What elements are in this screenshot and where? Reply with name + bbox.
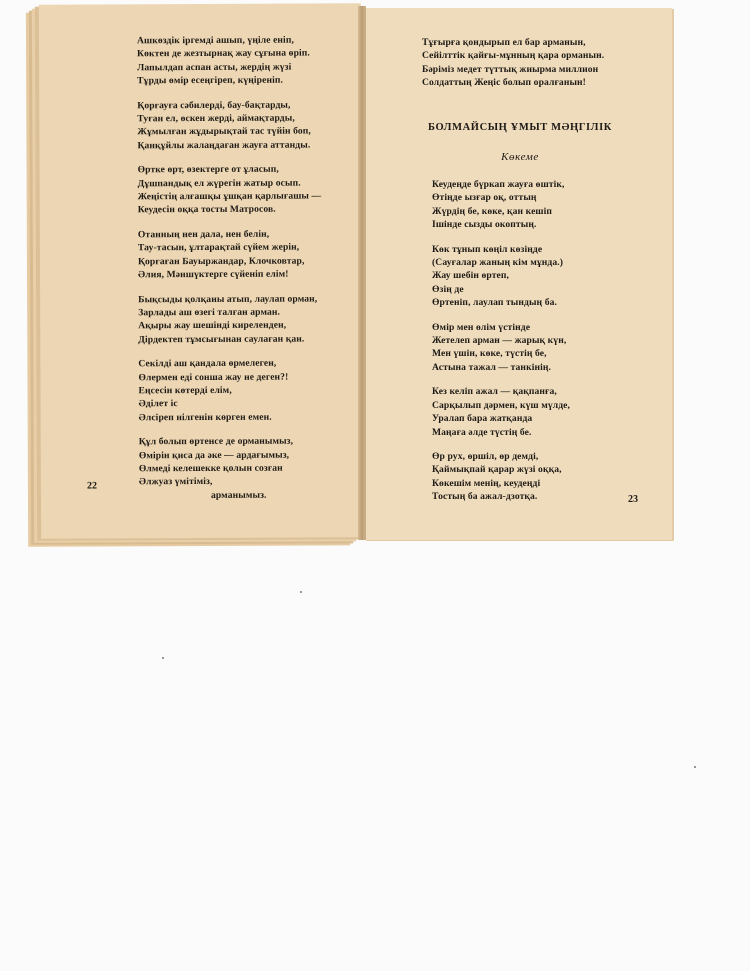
stanza bbox=[432, 321, 570, 375]
poem-line: Маңаға әлде түстің бе. bbox=[432, 426, 532, 438]
poem-line: Сейілттік қайғы-мұнның қара орманын. bbox=[422, 50, 605, 62]
poem-line: Әлия, Мәншүктерге сүйеніп елім! bbox=[137, 268, 289, 281]
stanza bbox=[137, 98, 321, 152]
poem-line: Еңсесін көтерді елім, bbox=[138, 384, 232, 397]
poem-line: Өмір мен өлім үстінде bbox=[432, 321, 531, 333]
poem-line: (Сауғалар жаның кім мұнда.) bbox=[432, 257, 564, 269]
poem-line: Тостың ба ажал-дзотқа. bbox=[432, 491, 538, 503]
poem-line: Туған ел, өскен жерді, аймақтарды, bbox=[137, 112, 295, 125]
poem-line: Жүрдің бе, көке, қан кешіп bbox=[432, 205, 553, 217]
poem-line: Құл болып өртенсе де орманымыз, bbox=[138, 435, 294, 448]
poem-line: Уралап бара жатқанда bbox=[432, 413, 533, 425]
scan-speck bbox=[694, 766, 696, 768]
stanza bbox=[432, 178, 570, 232]
poem-line: Әділет іс bbox=[138, 398, 178, 410]
poem-line: Әлжуаз үмітіміз, bbox=[138, 476, 213, 488]
poem-line: Секілді аш қандала өрмелеген, bbox=[138, 357, 277, 370]
poem-line: Мен үшін, көке, түстің бе, bbox=[432, 348, 547, 360]
poem-line: Сарқылып дәрмен, күш мүлде, bbox=[432, 399, 571, 411]
poem-line: Зарлады аш өзегі талған арман. bbox=[138, 306, 281, 319]
stanza bbox=[137, 33, 321, 87]
poem-line: Өртеніп, лаулап тындың ба. bbox=[432, 297, 557, 309]
stanza bbox=[422, 36, 604, 90]
poem-line: Көктен де жезтырнақ жау сұғына өріп. bbox=[137, 47, 310, 60]
poem-line: Өзің де bbox=[432, 283, 464, 295]
poem-dedication: Көкеме bbox=[501, 151, 539, 163]
poem-line: Ақыры жау шешінді киреленден, bbox=[138, 319, 287, 332]
poem-line: Жеңістің алғашқы ұшқан қарлығашы — bbox=[137, 190, 322, 203]
poem-line: Өтіңде ызғар оқ, оттың bbox=[432, 192, 537, 204]
poem-line: Тұғырға қондырып ел бар арманын, bbox=[422, 37, 586, 48]
poem-line: Көкешім менің, кеудеңді bbox=[432, 477, 541, 489]
stanza bbox=[432, 450, 570, 504]
poem-line: Өр рух, өршіл, өр демді, bbox=[432, 450, 539, 462]
poem-line: Кеудеңде бүркап жауға өштік, bbox=[432, 179, 565, 190]
stanza bbox=[138, 357, 322, 425]
stanza bbox=[432, 385, 570, 439]
page-number-right: 23 bbox=[628, 494, 638, 505]
stanza bbox=[138, 163, 322, 217]
poem-line: Ашкөздік іргемді ашып, үңіле еніп, bbox=[136, 34, 294, 47]
poem-line: Бықсыды қолқаны атып, лаулап орман, bbox=[138, 292, 318, 305]
right-top-stanza bbox=[422, 36, 604, 101]
right-page bbox=[364, 8, 672, 540]
poem-line: Ішінде сызды окоптың. bbox=[432, 219, 537, 231]
poem-line: Жау шебін өртеп, bbox=[432, 270, 510, 282]
poem-line: Жұмылған жұдырықтай тас түйін боп, bbox=[137, 125, 311, 138]
page-number-left: 22 bbox=[86, 480, 97, 492]
poem-line: Қаймықпай қарар жүзі оққа, bbox=[432, 464, 562, 476]
scan-speck bbox=[300, 591, 302, 593]
poem-line: Өлермен еді сонша жау не деген?! bbox=[138, 371, 289, 383]
poem-line-indented: арманымыз. bbox=[210, 489, 267, 501]
poem-line: Жетелеп арман — жарық күн, bbox=[432, 335, 567, 347]
poem-line: Кез келіп ажал — қақпанға, bbox=[432, 386, 557, 398]
left-poem-text bbox=[137, 33, 323, 513]
poem-line: Тұрды өмір есеңгіреп, күңіреніп. bbox=[137, 74, 283, 87]
stanza bbox=[432, 243, 570, 310]
right-poem-text bbox=[432, 178, 570, 515]
poem-line: Дұшпандық ел жүрегін жатыр осып. bbox=[137, 177, 301, 189]
poem-line: Тау-тасын, ұлтарақтай сүйем жерін, bbox=[137, 241, 300, 254]
stanza bbox=[138, 227, 322, 281]
poem-line: Өмірін қиса да әке — ардағымыз, bbox=[138, 449, 290, 461]
poem-line: Солдаттың Жеңіс болып оралғанын! bbox=[422, 77, 586, 89]
stanza bbox=[138, 292, 322, 346]
poem-line: Өртке өрт, өзектерге от ұласып, bbox=[137, 163, 279, 176]
poem-title: БОЛМАЙСЫҢ ҰМЫТ МӘҢГІЛІК bbox=[427, 122, 613, 133]
poem-line: Кеудесін оққа тосты Матросов. bbox=[137, 204, 276, 216]
poem-line: Дірдектеп тұмсығынан саулаған қан. bbox=[138, 333, 305, 345]
scan-speck bbox=[162, 657, 164, 659]
poem-line: Қорғаған Бауыржандар, Клочковтар, bbox=[137, 255, 305, 267]
poem-line: Лапылдап аспан асты, жердің жүзі bbox=[137, 61, 292, 74]
poem-line: Қанқұйлы жалаңдаған жауға аттанды. bbox=[137, 139, 311, 152]
poem-line: Қорғауға сәбилерді, бау-бақтарды, bbox=[137, 99, 291, 111]
poem-line: Көк тұнып көңіл көзіңде bbox=[432, 243, 543, 255]
left-page bbox=[39, 3, 363, 538]
poem-line: Өлмеді келешекке қолын созған bbox=[138, 462, 283, 475]
poem-line: Отанның нен дала, нен белін, bbox=[137, 228, 270, 241]
stanza bbox=[139, 435, 323, 503]
poem-line: Әлсіреп нілгенін көрген емен. bbox=[138, 411, 272, 424]
poem-line: Астына тажал — танкінің. bbox=[432, 361, 551, 373]
poem-line: Бәріміз медет түттық жиырма миллион bbox=[422, 63, 599, 75]
